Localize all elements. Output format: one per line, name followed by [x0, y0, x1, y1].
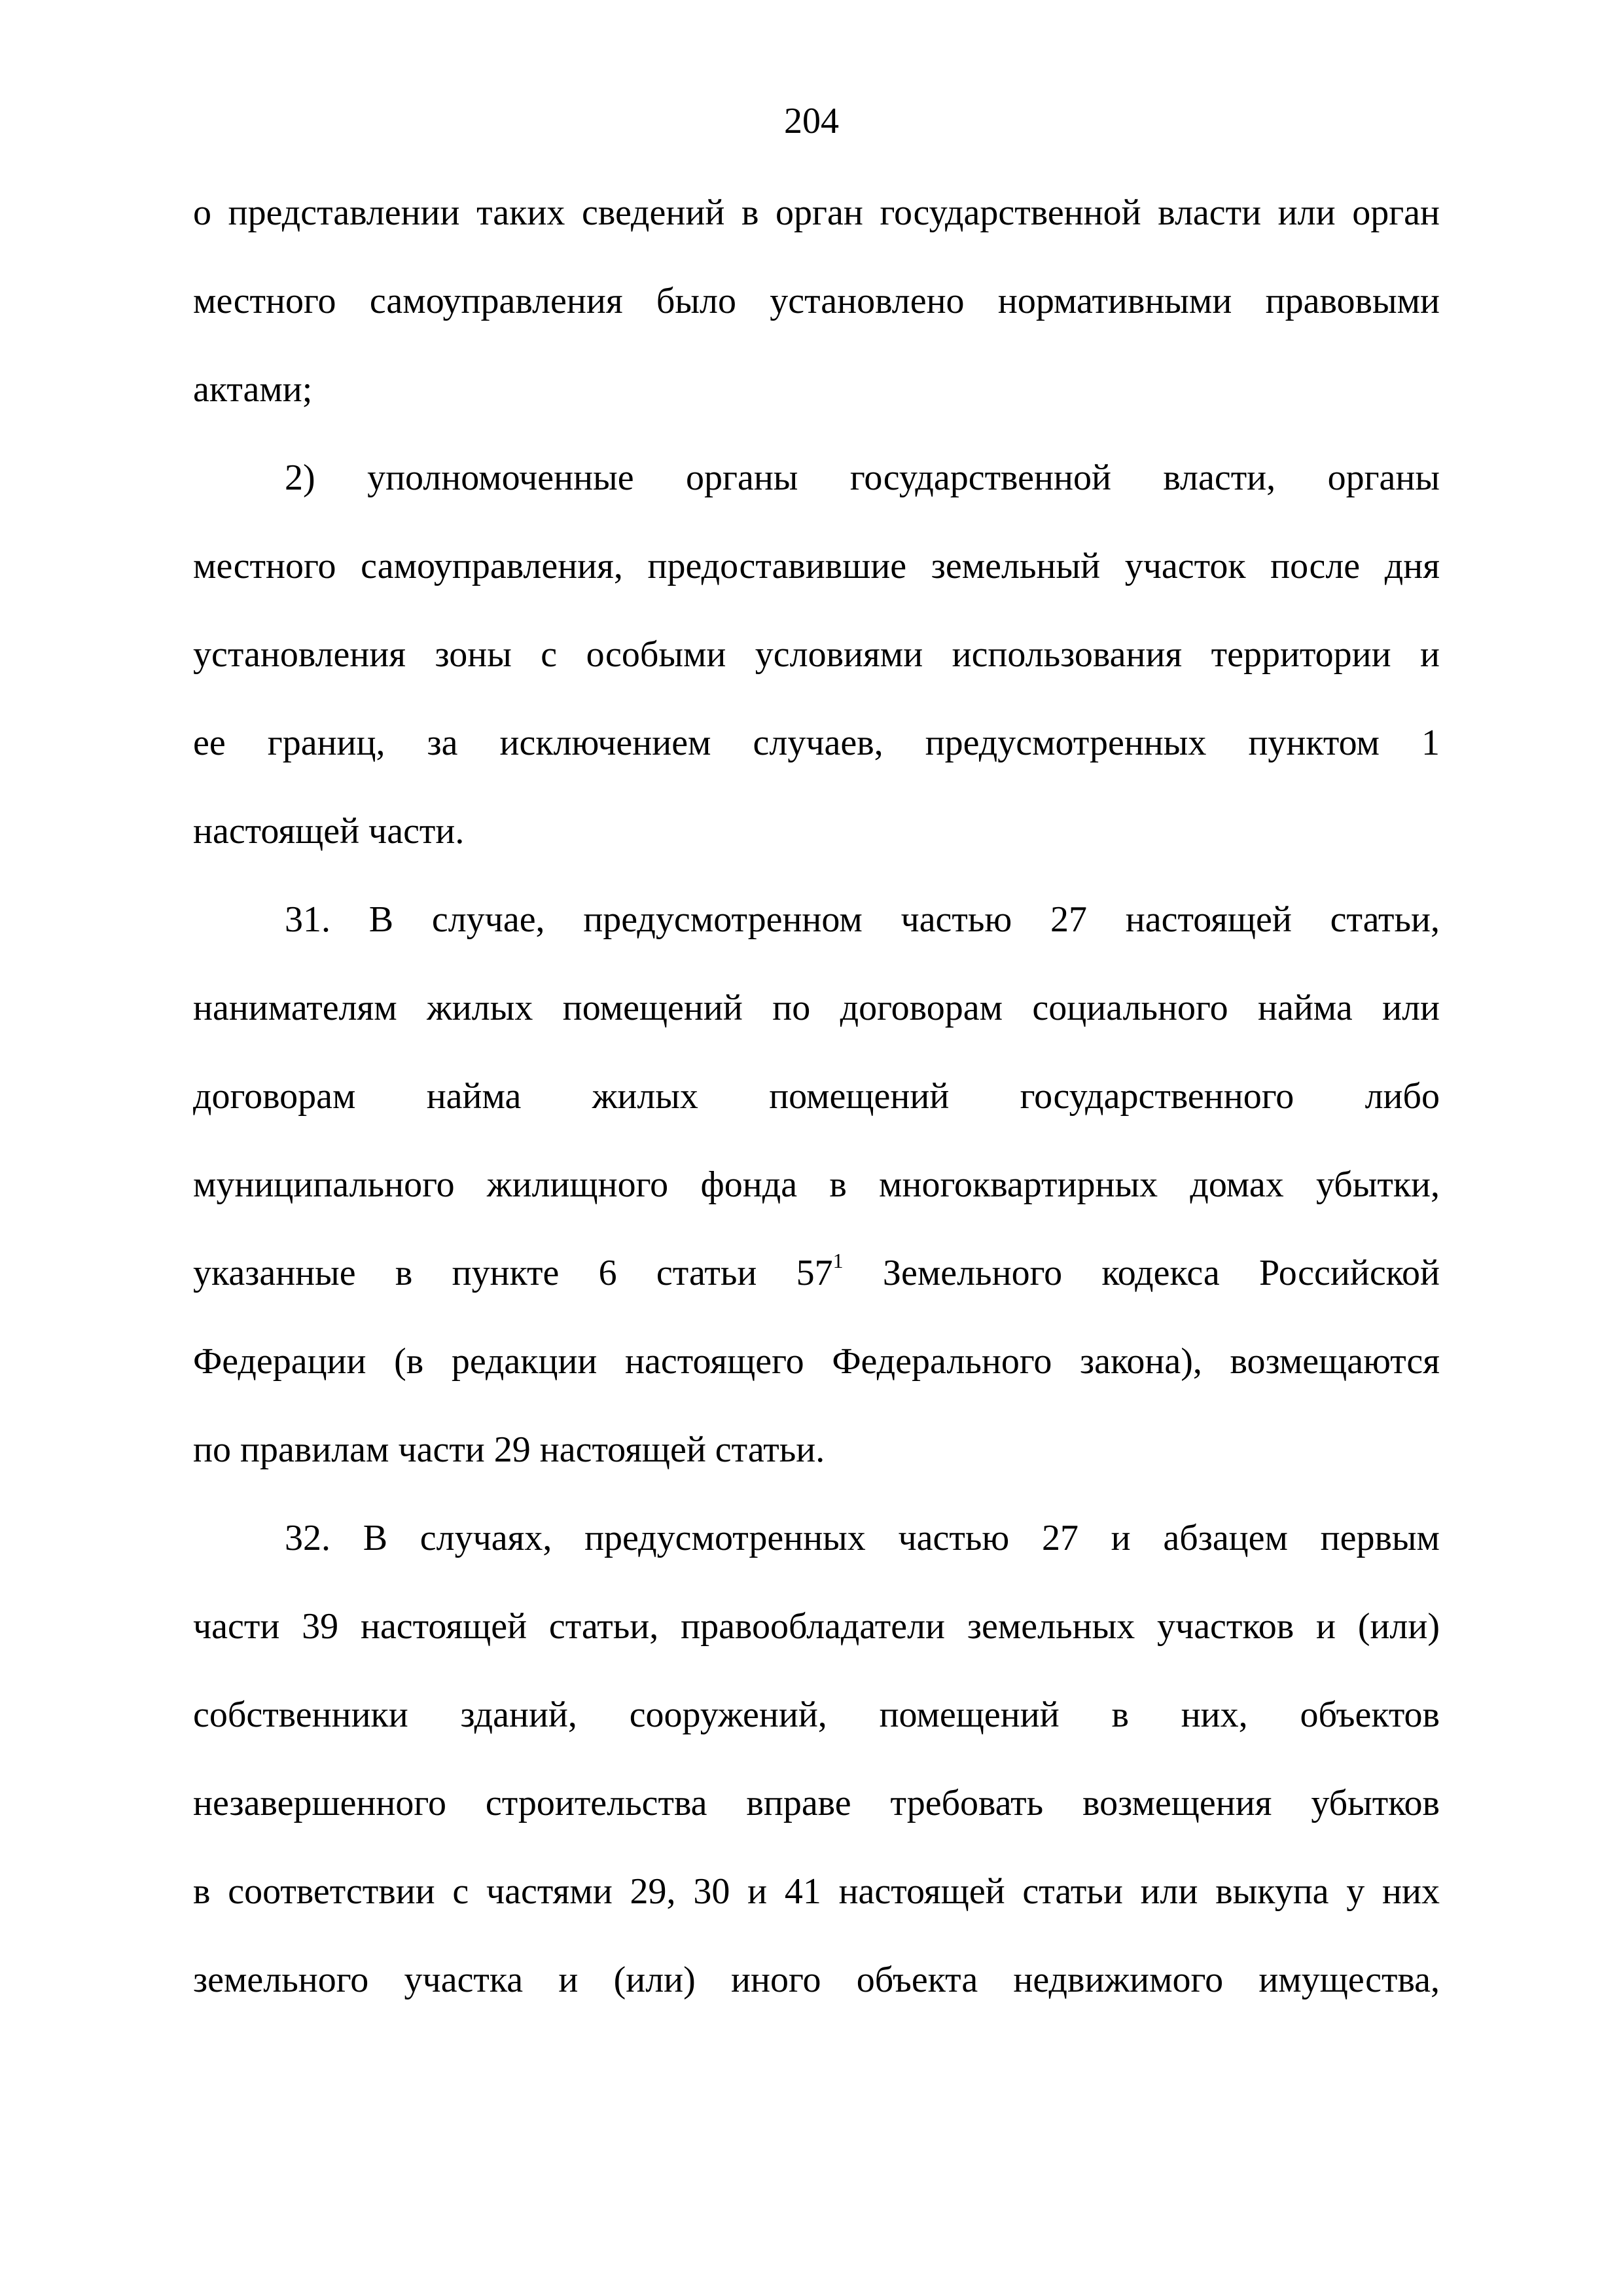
text-line: части 39 настоящей статьи, правообладатели земельных участков и (или)	[193, 1606, 1440, 1647]
text-line: местного самоуправления было установлено нормативными правовыми	[193, 281, 1440, 321]
text-line: по правилам части 29 настоящей статьи.	[193, 1429, 825, 1470]
text-line: собственники зданий, сооружений, помещений в них, объектов	[193, 1695, 1440, 1735]
text-line: настоящей части.	[193, 811, 465, 852]
text-line: о представлении таких сведений в орган государственной власти или орган	[193, 192, 1440, 233]
text-line: Федерации (в редакции настоящего Федерального закона), возмещаются	[193, 1341, 1440, 1382]
text-line: местного самоуправления, предоставившие земельный участок после дня	[193, 546, 1440, 586]
page-number: 204	[784, 101, 839, 141]
text-line: в соответствии с частями 29, 30 и 41 настоящей статьи или выкупа у них	[193, 1871, 1440, 1912]
paragraph-start-line: 31. В случае, предусмотренном частью 27 настоящей статьи,	[285, 899, 1440, 940]
superscript: 1	[832, 1249, 844, 1272]
text-line: нанимателям жилых помещений по договорам социального найма или	[193, 988, 1440, 1028]
text-line: земельного участка и (или) иного объекта недвижимого имущества,	[193, 1960, 1440, 2000]
text-line: актами;	[193, 369, 313, 410]
text-segment: указанные в пункте 6 статьи 57	[193, 1253, 833, 1293]
text-line: незавершенного строительства вправе требовать возмещения убытков	[193, 1783, 1440, 1823]
text-line: муниципального жилищного фонда в многоквартирных домах убытки,	[193, 1164, 1440, 1205]
text-line-with-superscript	[193, 1250, 1440, 1296]
text-line: ее границ, за исключением случаев, предусмотренных пунктом 1	[193, 723, 1440, 763]
text-line: установления зоны с особыми условиями использования территории и	[193, 634, 1440, 675]
text-line: договорам найма жилых помещений государственного либо	[193, 1076, 1440, 1117]
paragraph-start-line: 32. В случаях, предусмотренных частью 27 и абзацем первым	[285, 1518, 1440, 1558]
text-segment: Земельного кодекса Российской	[843, 1253, 1440, 1293]
paragraph-start-line: 2) уполномоченные органы государственной власти, органы	[285, 457, 1440, 498]
